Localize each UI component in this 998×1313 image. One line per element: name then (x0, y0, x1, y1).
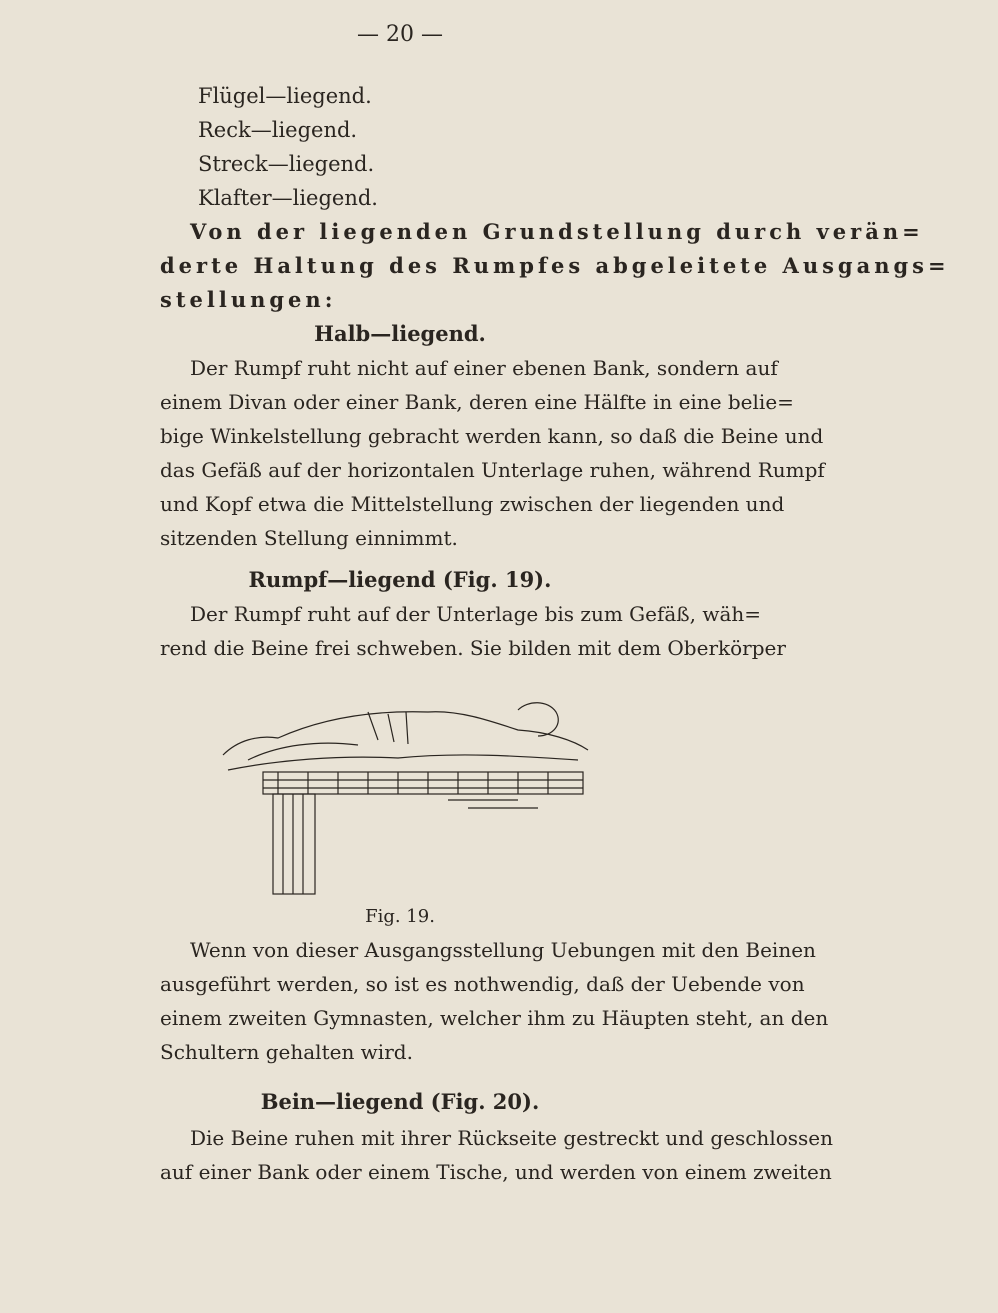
paragraph-line: das Gefäß auf der horizontalen Unterlage ruhen, während Rumpf (160, 458, 825, 482)
page-number: — 20 — (357, 22, 443, 47)
section-heading: Halb—liegend. (314, 321, 486, 346)
section-heading: Rumpf—liegend (Fig. 19). (248, 567, 552, 592)
paragraph-line: Wenn von dieser Ausgangsstellung Uebungen mit den Beinen (190, 938, 816, 962)
paragraph-line: ausgeführt werden, so ist es nothwendig, daß der Uebende von (160, 972, 805, 996)
list-item: Streck—liegend. (198, 152, 375, 176)
paragraph-line: sitzenden Stellung einnimmt. (160, 526, 458, 550)
figure-caption: Fig. 19. (365, 906, 435, 927)
paragraph-line: Der Rumpf ruht nicht auf einer ebenen Bank, sondern auf (190, 356, 778, 380)
paragraph-line: rend die Beine frei schweben. Sie bilden mit dem Oberkörper (160, 636, 786, 660)
paragraph-line: Der Rumpf ruht auf der Unterlage bis zum Gefäß, wäh= (190, 602, 762, 626)
paragraph-line: auf einer Bank oder einem Tische, und werden von einem zweiten (160, 1160, 832, 1184)
list-item: Reck—liegend. (198, 118, 358, 142)
intro-line: stellungen: (160, 287, 337, 312)
list-item: Klafter—liegend. (198, 186, 378, 210)
figure-illustration (218, 700, 594, 896)
intro-line: derte Haltung des Rumpfes abgeleitete Ausgangs= (160, 253, 950, 278)
paragraph-line: und Kopf etwa die Mittelstellung zwischen der liegenden und (160, 492, 785, 516)
list-item: Flügel—liegend. (198, 84, 372, 108)
paragraph-line: einem zweiten Gymnasten, welcher ihm zu Häupten steht, an den (160, 1006, 829, 1030)
intro-line: Von der liegenden Grundstellung durch verän= (190, 219, 924, 244)
section-heading: Bein—liegend (Fig. 20). (260, 1089, 540, 1114)
paragraph-line: Die Beine ruhen mit ihrer Rückseite gestreckt und geschlossen (190, 1126, 833, 1150)
paragraph-line: bige Winkelstellung gebracht werden kann, so daß die Beine und (160, 424, 824, 448)
paragraph-line: einem Divan oder einer Bank, deren eine Hälfte in eine belie= (160, 390, 794, 414)
paragraph-line: Schultern gehalten wird. (160, 1040, 413, 1064)
